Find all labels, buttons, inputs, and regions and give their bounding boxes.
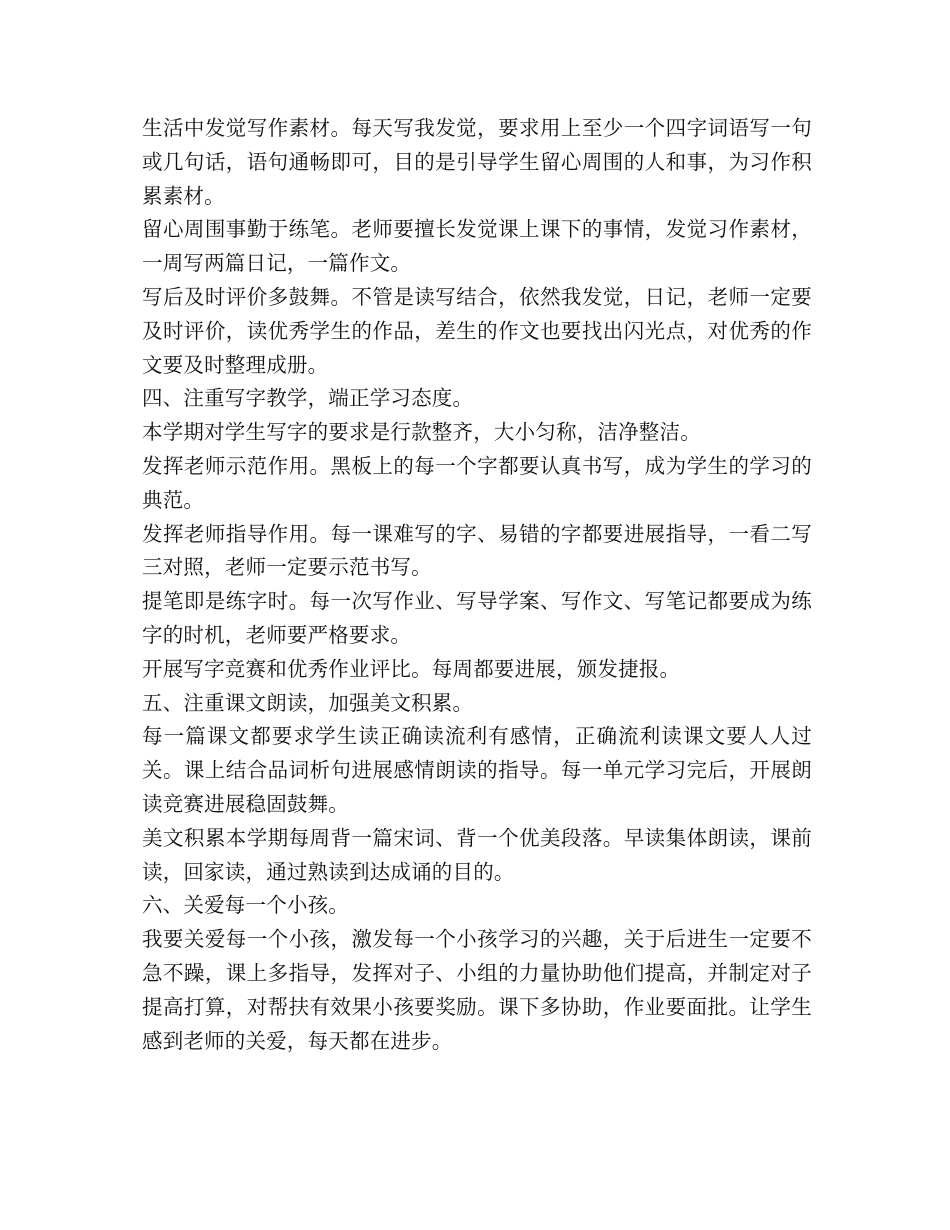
paragraph-recitation: 美文积累本学期每周背一篇宋词、背一个优美段落。早读集体朗读，课前读，回家读，通过熟读到达成诵的目的。: [142, 825, 812, 884]
paragraph-writing-contest: 开展写字竞赛和优秀作业评比。每周都要进展，颁发捷报。: [142, 656, 681, 681]
document-body: [142, 112, 812, 1058]
paragraph-writing-material: 生活中发觉写作素材。每天写我发觉，要求用上至少一个四字词语写一句或几句话，语句通畅即可，目的是引导学生留心周围的人和事，为习作积累素材。: [142, 116, 812, 208]
section-heading-five: 五、注重课文朗读，加强美文积累。: [142, 690, 474, 715]
paragraph-handwriting-requirements: 本学期对学生写字的要求是行款整齐，大小匀称，洁净整洁。: [142, 420, 701, 445]
paragraph-caring-students: 我要关爱每一个小孩，激发每一个小孩学习的兴趣，关于后进生一定要不急不躁，课上多指导，发挥对子、小组的力量协助他们提高，并制定对子提高打算，对帮扶有效果小孩要奖励。课下多协助，作业要面批。让学生感到老师的关爱，每天都在进步。: [142, 927, 812, 1053]
section-heading-six: 六、关爱每一个小孩。: [142, 893, 349, 918]
paragraph-practice-calligraphy: 提笔即是练字时。每一次写作业、写导学案、写作文、写笔记都要成为练字的时机，老师要严格要求。: [142, 589, 812, 647]
paragraph-teacher-guidance: 发挥老师指导作用。每一课难写的字、易错的字都要进展指导，一看二写三对照，老师一定要示范书写。: [142, 521, 812, 580]
paragraph-teacher-demonstration: 发挥老师示范作用。黑板上的每一个字都要认真书写，成为学生的学习的典范。: [142, 453, 812, 512]
paragraph-timely-evaluation: 写后及时评价多鼓舞。不管是读写结合，依然我发觉，日记，老师一定要及时评价，读优秀学生的作品，差生的作文也要找出闪光点，对优秀的作文要及时整理成册。: [142, 284, 812, 377]
section-heading-four: 四、注重写字教学，端正学习态度。: [142, 386, 474, 411]
paragraph-reading-aloud: 每一篇课文都要求学生读正确读流利有感情，正确流利读课文要人人过关。课上结合品词析句进展感情朗读的指导。每一单元学习完后，开展朗读竞赛进展稳固鼓舞。: [142, 724, 812, 816]
paragraph-practice-writing: 留心周围事勤于练笔。老师要擅长发觉课上课下的事情，发觉习作素材，一周写两篇日记，一篇作文。: [142, 217, 812, 276]
